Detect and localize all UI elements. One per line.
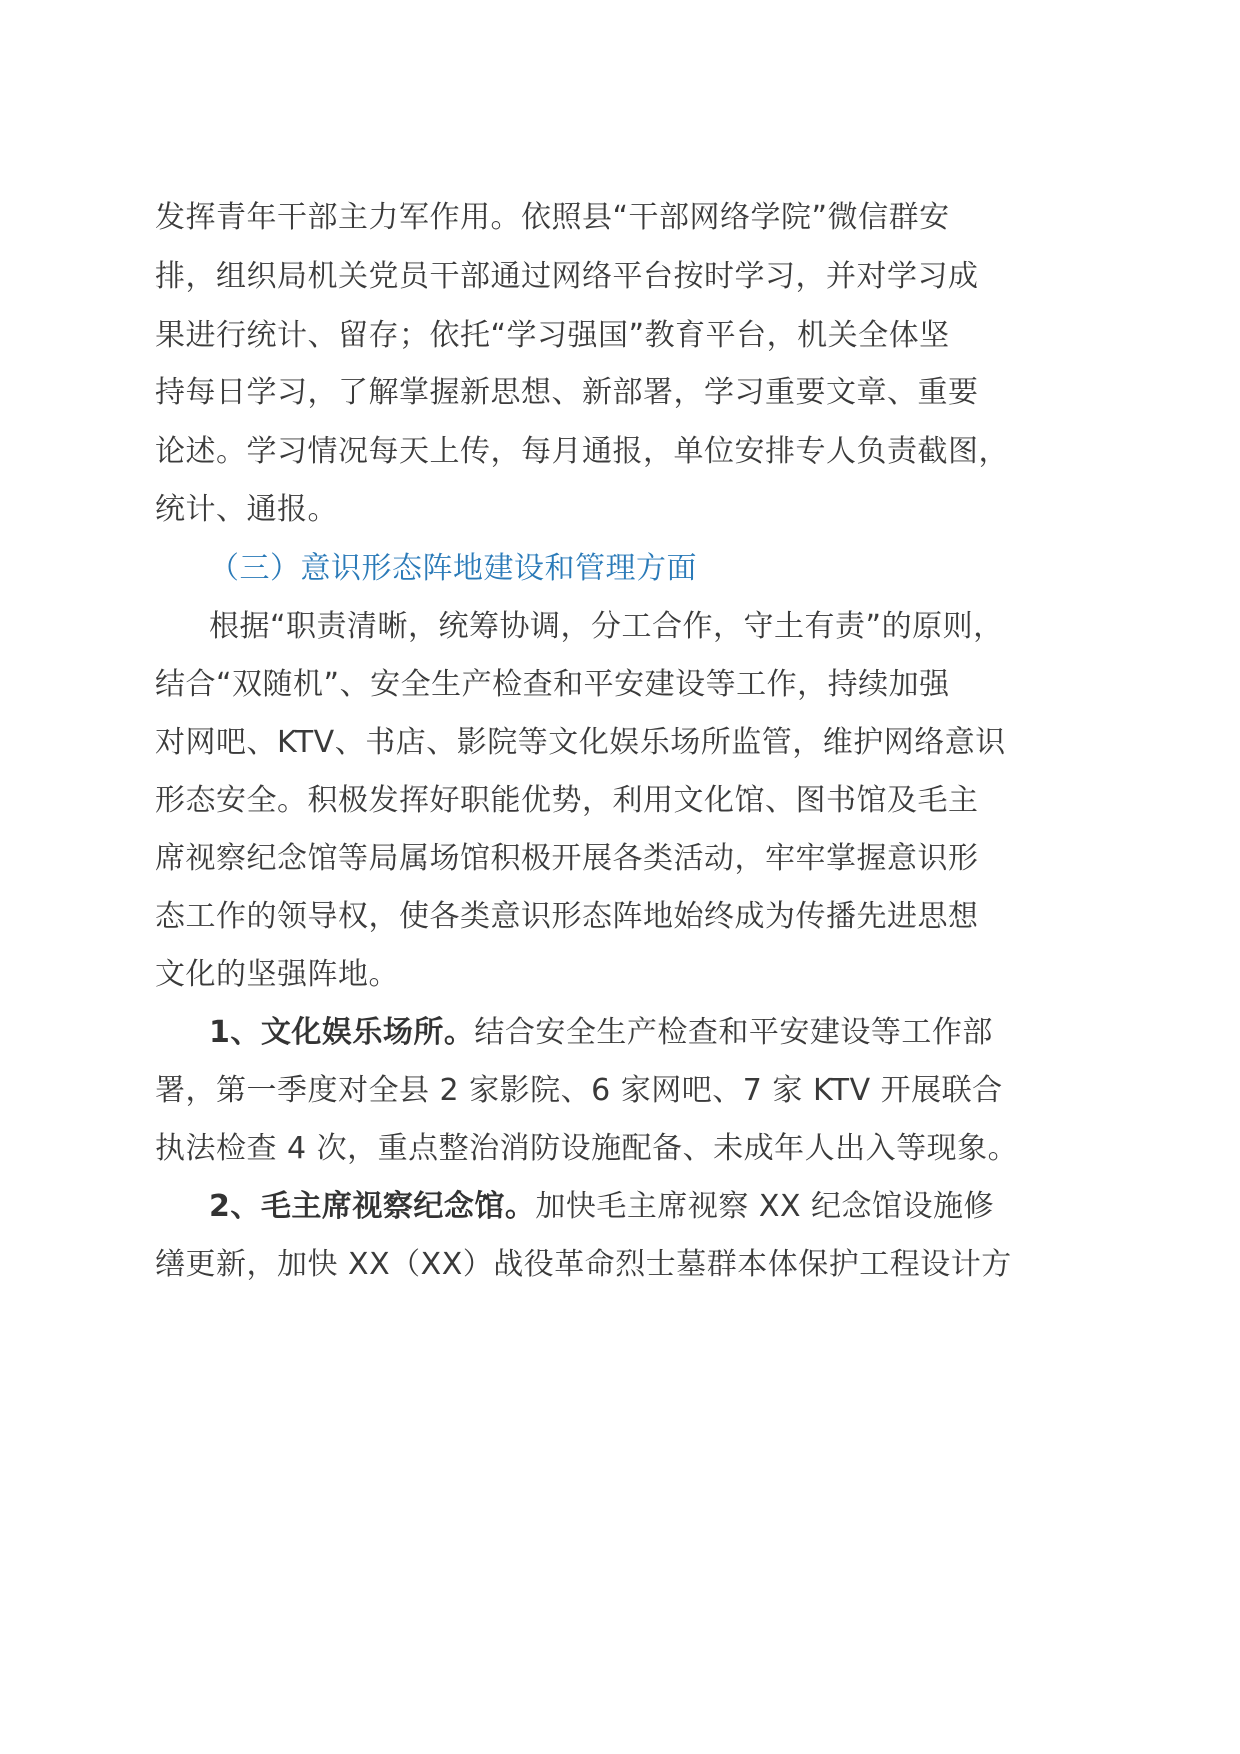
item-2-text: 加快毛主席视察 XX 纪念馆设施修: [535, 1189, 995, 1224]
body-text-line: 执法检查 4 次，重点整治消防设施配备、未成年人出入等现象。: [155, 1131, 1019, 1166]
body-text-line: 果进行统计、留存；依托“学习强国”教育平台，机关全体坚: [155, 318, 950, 353]
body-text-line: 论述。学习情况每天上传，每月通报，单位安排专人负责截图，: [155, 434, 1009, 469]
body-text-line: 根据“职责清晰，统筹协调，分工合作，守土有责”的原则，: [209, 609, 1004, 644]
item-2-first-line: [209, 1187, 994, 1227]
body-text-line: 持每日学习，了解掌握新思想、新部署，学习重要文章、重要: [155, 375, 979, 410]
body-text-line: 发挥青年干部主力军作用。依照县“干部网络学院”微信群安: [155, 200, 950, 235]
body-text-line: 形态安全。积极发挥好职能优势，利用文化馆、图书馆及毛主: [155, 783, 979, 818]
body-text-line: 排，组织局机关党员干部通过网络平台按时学习，并对学习成: [155, 259, 979, 294]
body-text-line: 对网吧、KTV、书店、影院等文化娱乐场所监管，维护网络意识: [155, 725, 1006, 760]
body-text-line: 态工作的领导权，使各类意识形态阵地始终成为传播先进思想: [155, 899, 979, 934]
body-text-line: 缮更新，加快 XX（XX）战役革命烈士墓群本体保护工程设计方: [155, 1247, 1012, 1282]
item-1-text: 结合安全生产检查和平安建设等工作部: [474, 1015, 993, 1050]
item-2-label: 2、毛主席视察纪念馆。: [209, 1189, 536, 1224]
section-heading: （三）意识形态阵地建设和管理方面: [209, 551, 697, 586]
item-1-label: 1、文化娱乐场所。: [209, 1015, 475, 1050]
body-text-line: 统计、通报。: [155, 492, 338, 527]
body-text-line: 文化的坚强阵地。: [155, 957, 399, 992]
body-text-line: 署，第一季度对全县 2 家影院、6 家网吧、7 家 KTV 开展联合: [155, 1073, 1003, 1108]
body-text-line: 席视察纪念馆等局属场馆积极开展各类活动，牢牢掌握意识形: [155, 841, 979, 876]
body-text-line: 结合“双随机”、安全生产检查和平安建设等工作，持续加强: [155, 667, 950, 702]
item-1-first-line: [209, 1013, 993, 1053]
